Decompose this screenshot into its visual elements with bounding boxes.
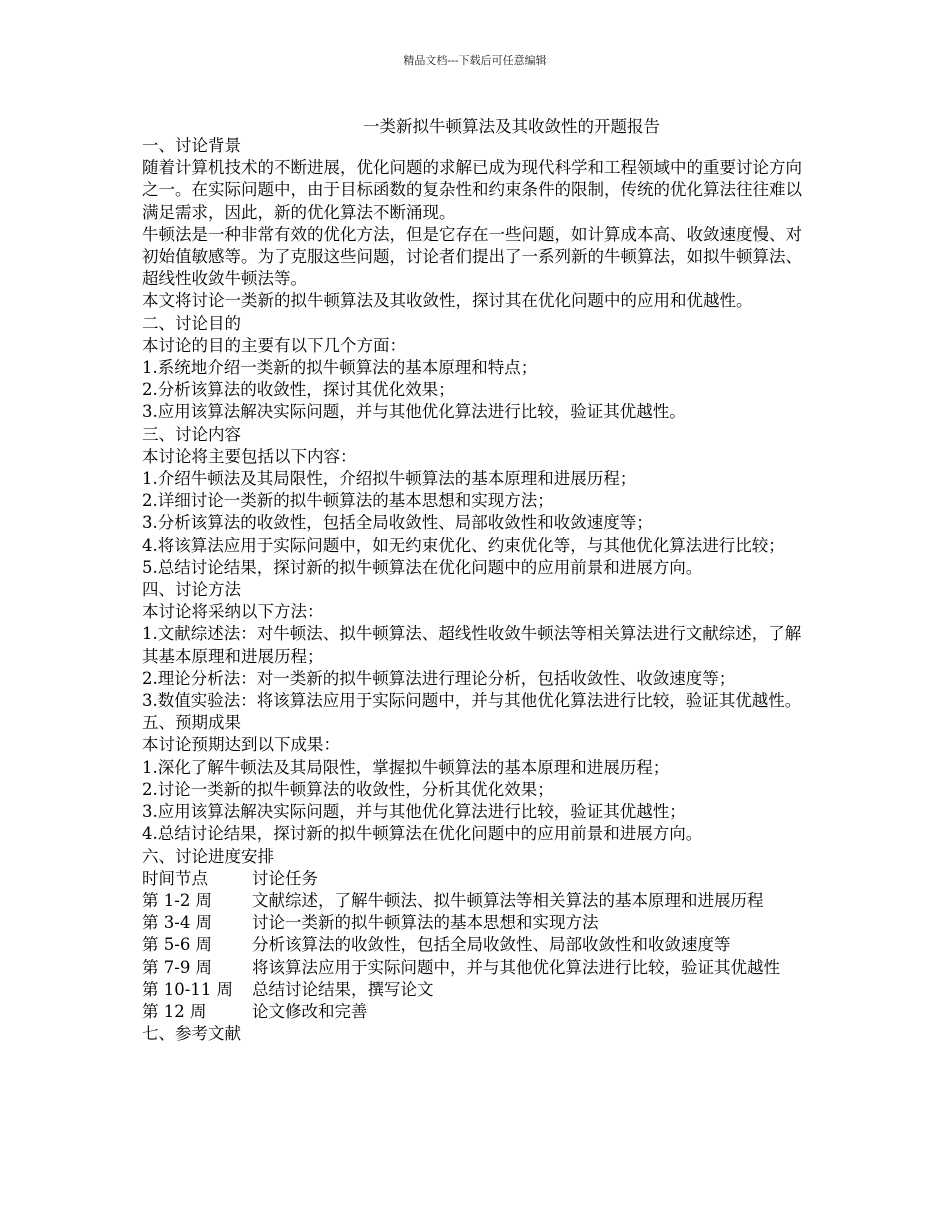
paragraph: 随着计算机技术的不断进展，优化问题的求解已成为现代科学和工程领域中的重要讨论方向之一。在实际问题中，由于目标函数的复杂性和约束条件的限制，传统的优化算法往往难以满足需求，因此，新的优化算法不断涌现。 [142, 158, 802, 222]
list-item: 3.应用该算法解决实际问题，并与其他优化算法进行比较，验证其优越性。 [142, 402, 686, 422]
schedule-task: 讨论一类新的拟牛顿算法的基本思想和实现方法 [252, 913, 599, 933]
list-item: 1.介绍牛顿法及其局限性，介绍拟牛顿算法的基本原理和进展历程； [142, 469, 637, 489]
paragraph: 本讨论将采纳以下方法： [142, 602, 324, 622]
schedule-row [142, 912, 814, 934]
section-heading: 一、讨论背景 [142, 136, 241, 155]
schedule-time: 第 7-9 周 [142, 957, 213, 977]
schedule-time: 第 10-11 周 [142, 979, 234, 999]
list-item: 1.系统地介绍一类新的拟牛顿算法的基本原理和特点； [142, 358, 538, 378]
schedule-row [142, 934, 814, 956]
schedule-time: 第 1-2 周 [142, 890, 213, 910]
schedule-task: 分析该算法的收敛性，包括全局收敛性、局部收敛性和收敛速度等 [252, 935, 731, 955]
list-item: 1.深化了解牛顿法及其局限性，掌握拟牛顿算法的基本原理和进展历程； [142, 757, 670, 777]
section-heading: 二、讨论目的 [142, 313, 241, 333]
schedule-time: 第 3-4 周 [142, 913, 213, 933]
schedule-col-time: 时间节点 [142, 868, 208, 888]
list-item: 2.详细讨论一类新的拟牛顿算法的基本思想和实现方法； [142, 491, 554, 511]
schedule-row [142, 890, 814, 912]
schedule-col-task: 讨论任务 [252, 868, 318, 888]
schedule-header-row [142, 868, 814, 890]
page-header: 精品文档---下载后可任意编辑 [403, 54, 547, 67]
section-heading: 四、讨论方法 [142, 580, 241, 600]
document-body [142, 135, 814, 1045]
list-item: 3.分析该算法的收敛性，包括全局收敛性、局部收敛性和收敛速度等； [142, 513, 653, 533]
section-heading: 三、讨论内容 [142, 424, 241, 444]
schedule-task: 将该算法应用于实际问题中，并与其他优化算法进行比较，验证其优越性 [252, 957, 780, 977]
paragraph: 本文将讨论一类新的拟牛顿算法及其收敛性，探讨其在优化问题中的应用和优越性。 [142, 291, 753, 311]
schedule-task: 总结讨论结果，撰写论文 [252, 979, 434, 999]
section-heading: 六、讨论进度安排 [142, 846, 274, 866]
paragraph: 本讨论将主要包括以下内容： [142, 446, 357, 466]
list-item: 4.总结讨论结果，探讨新的拟牛顿算法在优化问题中的应用前景和进展方向。 [142, 824, 703, 844]
paragraph: 本讨论预期达到以下成果： [142, 735, 340, 755]
list-item: 3.应用该算法解决实际问题，并与其他优化算法进行比较，验证其优越性； [142, 802, 686, 822]
schedule-time: 第 5-6 周 [142, 935, 213, 955]
schedule-row [142, 979, 814, 1001]
list-item: 2.讨论一类新的拟牛顿算法的收敛性，分析其优化效果； [142, 779, 554, 799]
list-item: 1.文献综述法：对牛顿法、拟牛顿算法、超线性收敛牛顿法等相关算法进行文献综述，了解其基本原理和进展历程； [142, 624, 802, 666]
section-heading: 五、预期成果 [142, 713, 241, 733]
list-item: 4.将该算法应用于实际问题中，如无约束优化、约束优化等，与其他优化算法进行比较； [142, 535, 785, 555]
list-item: 5.总结讨论结果，探讨新的拟牛顿算法在优化问题中的应用前景和进展方向。 [142, 557, 703, 577]
section-heading: 七、参考文献 [142, 1024, 241, 1044]
list-item: 3.数值实验法：将该算法应用于实际问题中，并与其他优化算法进行比较，验证其优越性。 [142, 691, 802, 711]
schedule-task: 文献综述，了解牛顿法、拟牛顿算法等相关算法的基本原理和进展历程 [252, 890, 764, 910]
paragraph: 牛顿法是一种非常有效的优化方法，但是它存在一些问题，如计算成本高、收敛速度慢、对初始值敏感等。为了克服这些问题，讨论者们提出了一系列新的牛顿算法，如拟牛顿算法、超线性收敛牛顿法等。 [142, 224, 802, 289]
list-item: 2.理论分析法：对一类新的拟牛顿算法进行理论分析，包括收敛性、收敛速度等； [142, 668, 736, 688]
list-item: 2.分析该算法的收敛性，探讨其优化效果； [142, 380, 455, 400]
document-title: 一类新拟牛顿算法及其收敛性的开题报告 [363, 117, 660, 136]
schedule-row [142, 1001, 814, 1023]
paragraph: 本讨论的目的主要有以下几个方面： [142, 335, 406, 355]
schedule-task: 论文修改和完善 [252, 1001, 368, 1021]
schedule-row [142, 957, 814, 979]
schedule-time: 第 12 周 [142, 1001, 207, 1021]
